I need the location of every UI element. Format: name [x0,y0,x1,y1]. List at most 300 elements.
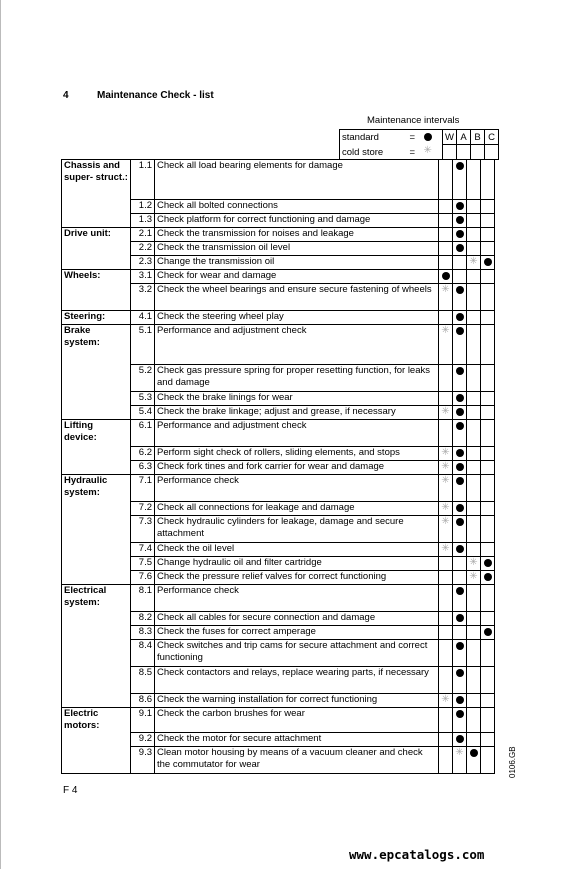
interval-cell-w [439,694,453,708]
interval-cell-c [481,571,495,585]
interval-cell-a [453,667,467,694]
interval-cell-w [439,242,453,256]
item-description: Check fork tines and fork carrier for wear and damage [155,461,439,475]
item-description: Check all cables for secure connection and damage [155,612,439,626]
interval-cell-c [481,311,495,325]
legend-col-w: W [443,130,457,145]
item-description: Check the brake linings for wear [155,392,439,406]
interval-cell-a [453,612,467,626]
interval-cell-w [439,585,453,612]
standard-dot-icon [456,408,464,416]
item-description: Performance and adjustment check [155,420,439,447]
standard-dot-icon [456,327,464,335]
legend-standard-label: standard [342,131,379,143]
group-label: Brake system: [62,325,131,365]
check-row [62,475,495,502]
cold-store-star-icon: ✳ [441,447,450,459]
interval-cell-w [439,746,453,773]
interval-cell-c [481,746,495,773]
standard-dot-icon [456,162,464,170]
interval-cell-w [439,365,453,392]
interval-cell-a [453,585,467,612]
interval-cell-b [467,461,481,475]
check-row [62,557,495,571]
interval-cell-b [467,732,481,746]
section-title: Maintenance Check - list [97,90,214,101]
standard-dot-icon [456,504,464,512]
cold-store-star-icon: ✳ [441,325,450,337]
interval-cell-w [439,420,453,447]
interval-cell-c [481,626,495,640]
standard-dot-icon [456,669,464,677]
item-number: 7.6 [131,571,155,585]
standard-dot-icon [484,559,492,567]
cold-store-star-icon: ✳ [441,284,450,296]
standard-dot-icon [456,710,464,718]
legend-col-a: A [457,130,471,145]
item-number: 2.2 [131,242,155,256]
interval-cell-c [481,392,495,406]
item-number: 4.1 [131,311,155,325]
interval-cell-b [467,420,481,447]
interval-cell-b [467,392,481,406]
intervals-caption: Maintenance intervals [367,115,460,126]
item-number: 3.2 [131,284,155,311]
standard-dot-icon [456,286,464,294]
item-description: Check switches and trip cams for secure attachment and correct functioning [155,640,439,667]
item-description: Check the brake linkage; adjust and grease, if necessary [155,406,439,420]
group-label [62,732,131,746]
check-row [62,325,495,365]
interval-cell-w [439,284,453,311]
interval-cell-c [481,256,495,270]
interval-cell-a [453,502,467,516]
interval-cell-a [453,420,467,447]
item-description: Check all load bearing elements for damage [155,160,439,200]
item-number: 8.1 [131,585,155,612]
interval-cell-b [467,228,481,242]
item-description: Check all bolted connections [155,200,439,214]
standard-dot-icon [456,614,464,622]
interval-cell-w [439,708,453,733]
check-row [62,228,495,242]
item-description: Check the oil level [155,543,439,557]
interval-cell-a [453,200,467,214]
group-label [62,640,131,667]
interval-cell-w [439,461,453,475]
standard-dot-icon [456,545,464,553]
interval-cell-w [439,228,453,242]
standard-dot-icon [456,449,464,457]
interval-cell-c [481,242,495,256]
legend-standard [340,130,443,145]
interval-cell-b [467,516,481,543]
item-number: 8.5 [131,667,155,694]
interval-cell-c [481,543,495,557]
interval-cell-c [481,475,495,502]
check-row [62,732,495,746]
interval-cell-b [467,502,481,516]
standard-dot-icon [456,367,464,375]
interval-cell-c [481,284,495,311]
item-description: Check all connections for leakage and damage [155,502,439,516]
standard-dot-icon [470,749,478,757]
interval-cell-c [481,732,495,746]
check-row [62,746,495,773]
cold-store-star-icon: ✳ [441,502,450,514]
item-description: Check the steering wheel play [155,311,439,325]
group-label [62,502,131,516]
check-row [62,406,495,420]
item-number: 8.4 [131,640,155,667]
group-label: Steering: [62,311,131,325]
interval-cell-a [453,516,467,543]
group-label [62,256,131,270]
interval-cell-a [453,160,467,200]
page-edge [0,0,1,869]
item-description: Check the transmission oil level [155,242,439,256]
cold-store-star-icon: ✳ [469,557,478,569]
group-label [62,406,131,420]
interval-cell-w [439,557,453,571]
interval-cell-b [467,214,481,228]
interval-cell-w [439,502,453,516]
item-number: 8.3 [131,626,155,640]
cold-store-star-icon: ✳ [441,475,450,487]
item-number: 8.2 [131,612,155,626]
interval-cell-b [467,557,481,571]
standard-dot-icon [456,477,464,485]
interval-cell-a [453,228,467,242]
group-label: Chassis and super- struct.: [62,160,131,200]
item-number: 7.2 [131,502,155,516]
item-description: Performance and adjustment check [155,325,439,365]
legend-cold [340,145,443,160]
interval-cell-w [439,256,453,270]
group-label: Lifting device: [62,420,131,447]
standard-dot-icon [484,573,492,581]
interval-cell-c [481,667,495,694]
legend-cold-equals: = [409,146,416,158]
check-row [62,571,495,585]
interval-cell-a [453,284,467,311]
item-description: Check the transmission for noises and leakage [155,228,439,242]
interval-cell-a [453,543,467,557]
check-row [62,502,495,516]
item-number: 1.1 [131,160,155,200]
check-row [62,365,495,392]
group-label: Drive unit: [62,228,131,242]
interval-cell-b [467,571,481,585]
check-row [62,543,495,557]
group-label [62,447,131,461]
check-row [62,270,495,284]
group-label [62,746,131,773]
check-row [62,256,495,270]
check-row [62,392,495,406]
group-label [62,284,131,311]
interval-cell-w [439,214,453,228]
interval-cell-a [453,461,467,475]
group-label [62,365,131,392]
standard-dot-icon [484,258,492,266]
item-number: 7.4 [131,543,155,557]
item-number: 9.3 [131,746,155,773]
item-description: Check the motor for secure attachment [155,732,439,746]
standard-dot-icon [456,587,464,595]
cold-store-star-icon: ✳ [423,144,432,156]
interval-cell-w [439,475,453,502]
interval-cell-w [439,392,453,406]
group-label [62,392,131,406]
item-number: 6.3 [131,461,155,475]
check-row [62,311,495,325]
interval-cell-a [453,447,467,461]
legend-cold-label: cold store [342,146,384,158]
standard-dot-icon [456,463,464,471]
interval-cell-b [467,447,481,461]
legend-empty-a [457,145,471,160]
item-description: Clean motor housing by means of a vacuum cleaner and check the commutator for wear [155,746,439,773]
legend-empty-b [471,145,485,160]
check-row [62,612,495,626]
interval-cell-b [467,694,481,708]
standard-dot-icon [456,642,464,650]
interval-cell-b [467,585,481,612]
item-number: 5.3 [131,392,155,406]
group-label [62,571,131,585]
check-row [62,284,495,311]
interval-cell-w [439,667,453,694]
interval-cell-b [467,612,481,626]
group-label [62,626,131,640]
interval-cell-a [453,270,467,284]
item-number: 2.1 [131,228,155,242]
document-code: 0106.GB [508,746,517,778]
group-label: Hydraulic system: [62,475,131,502]
group-label [62,667,131,694]
item-description: Check for wear and damage [155,270,439,284]
check-row [62,461,495,475]
interval-cell-b [467,270,481,284]
item-description: Performance check [155,585,439,612]
interval-cell-a [453,311,467,325]
item-description: Check the pressure relief valves for correct functioning [155,571,439,585]
interval-cell-a [453,746,467,773]
group-label [62,612,131,626]
interval-cell-a [453,571,467,585]
group-label [62,557,131,571]
interval-cell-b [467,708,481,733]
item-description: Check the warning installation for correct functioning [155,694,439,708]
interval-cell-c [481,214,495,228]
interval-cell-b [467,626,481,640]
interval-cell-c [481,160,495,200]
item-description: Check the carbon brushes for wear [155,708,439,733]
interval-cell-c [481,640,495,667]
interval-cell-c [481,502,495,516]
interval-cell-c [481,612,495,626]
item-description: Change hydraulic oil and filter cartridge [155,557,439,571]
interval-cell-c [481,447,495,461]
interval-legend [339,129,499,160]
interval-cell-w [439,640,453,667]
interval-cell-b [467,640,481,667]
interval-cell-c [481,516,495,543]
interval-cell-b [467,475,481,502]
interval-cell-b [467,256,481,270]
legend-col-c: C [485,130,499,145]
interval-cell-c [481,420,495,447]
cold-store-star-icon: ✳ [441,406,450,418]
interval-cell-w [439,612,453,626]
interval-cell-w [439,447,453,461]
interval-cell-b [467,284,481,311]
standard-dot-icon [456,244,464,252]
watermark: www.epcatalogs.com [349,847,485,862]
interval-cell-a [453,242,467,256]
interval-cell-b [467,543,481,557]
item-description: Performance check [155,475,439,502]
cold-store-star-icon: ✳ [441,516,450,528]
standard-dot-icon [456,696,464,704]
interval-cell-b [467,311,481,325]
interval-cell-w [439,311,453,325]
interval-cell-w [439,571,453,585]
interval-cell-b [467,160,481,200]
interval-cell-c [481,694,495,708]
item-number: 3.1 [131,270,155,284]
legend-col-b: B [471,130,485,145]
item-description: Check contactors and relays, replace wearing parts, if necessary [155,667,439,694]
group-label: Electric motors: [62,708,131,733]
check-row [62,667,495,694]
interval-cell-c [481,228,495,242]
check-row [62,694,495,708]
check-row [62,585,495,612]
interval-cell-c [481,365,495,392]
item-number: 9.2 [131,732,155,746]
cold-store-star-icon: ✳ [469,256,478,268]
interval-cell-b [467,406,481,420]
item-number: 9.1 [131,708,155,733]
group-label [62,242,131,256]
interval-cell-c [481,200,495,214]
interval-cell-w [439,626,453,640]
interval-cell-w [439,160,453,200]
interval-cell-a [453,708,467,733]
cold-store-star-icon: ✳ [469,571,478,583]
standard-dot-icon [456,230,464,238]
item-description: Change the transmission oil [155,256,439,270]
check-row [62,640,495,667]
interval-cell-c [481,325,495,365]
item-number: 1.3 [131,214,155,228]
interval-cell-b [467,200,481,214]
interval-cell-w [439,200,453,214]
interval-cell-c [481,270,495,284]
cold-store-star-icon: ✳ [441,543,450,555]
interval-cell-a [453,406,467,420]
interval-cell-w [439,516,453,543]
interval-cell-c [481,708,495,733]
group-label: Wheels: [62,270,131,284]
standard-dot-icon [456,422,464,430]
item-description: Check the fuses for correct amperage [155,626,439,640]
interval-cell-w [439,270,453,284]
item-description: Check hydraulic cylinders for leakage, damage and secure attachment [155,516,439,543]
interval-cell-w [439,543,453,557]
group-label [62,543,131,557]
interval-cell-a [453,325,467,365]
interval-cell-b [467,746,481,773]
standard-dot-icon [456,313,464,321]
section-heading [63,90,214,101]
interval-cell-b [467,325,481,365]
legend-standard-equals: = [409,131,416,143]
interval-cell-a [453,256,467,270]
interval-cell-a [453,475,467,502]
interval-cell-c [481,461,495,475]
page-label: F 4 [63,785,78,796]
interval-cell-b [467,667,481,694]
check-row [62,420,495,447]
item-description: Check gas pressure spring for proper resetting function, for leaks and damage [155,365,439,392]
interval-cell-w [439,732,453,746]
standard-dot-icon [456,735,464,743]
standard-dot-icon [442,272,450,280]
item-number: 6.1 [131,420,155,447]
group-label [62,516,131,543]
interval-cell-a [453,732,467,746]
interval-cell-c [481,406,495,420]
interval-cell-c [481,557,495,571]
maintenance-rows [62,160,495,774]
cold-store-star-icon: ✳ [441,694,450,706]
cold-store-star-icon: ✳ [441,461,450,473]
check-row [62,708,495,733]
interval-cell-a [453,365,467,392]
maintenance-table [61,159,495,774]
legend-empty-w [443,145,457,160]
group-label [62,214,131,228]
interval-cell-w [439,406,453,420]
group-label: Electrical system: [62,585,131,612]
interval-cell-a [453,557,467,571]
check-row [62,516,495,543]
check-row [62,447,495,461]
item-number: 5.4 [131,406,155,420]
item-number: 5.2 [131,365,155,392]
check-row [62,242,495,256]
check-row [62,626,495,640]
interval-cell-a [453,694,467,708]
item-number: 1.2 [131,200,155,214]
interval-cell-a [453,214,467,228]
standard-dot-icon [456,202,464,210]
group-label [62,200,131,214]
item-number: 5.1 [131,325,155,365]
section-number: 4 [63,90,69,101]
legend-empty-c [485,145,499,160]
check-row [62,214,495,228]
standard-dot-icon [424,133,432,141]
standard-dot-icon [456,518,464,526]
interval-cell-w [439,325,453,365]
item-number: 7.3 [131,516,155,543]
item-number: 7.1 [131,475,155,502]
interval-cell-a [453,640,467,667]
